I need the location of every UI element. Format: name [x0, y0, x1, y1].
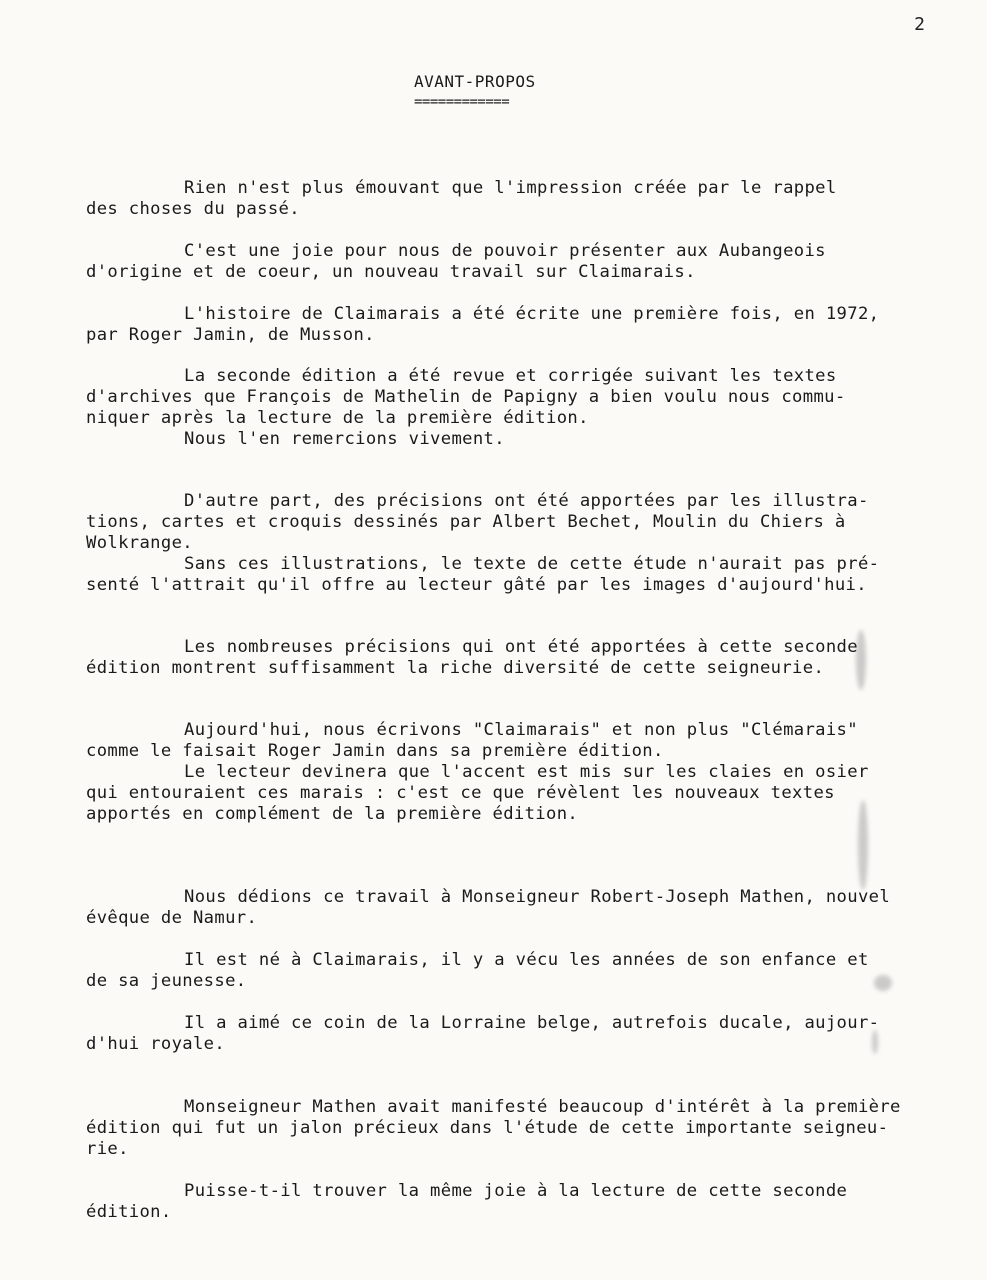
text-line: rie. — [86, 1139, 129, 1159]
text-line: apportés en complément de la première édition. — [86, 804, 579, 824]
text-line: des choses du passé. — [86, 199, 300, 219]
text-line: Nous dédions ce travail à Monseigneur Robert-Joseph Mathen, nouvel — [184, 887, 891, 907]
text-line: L'histoire de Claimarais a été écrite une première fois, en 1972, — [184, 304, 880, 324]
ink-smudge — [874, 975, 892, 991]
text-line: par Roger Jamin, de Musson. — [86, 325, 375, 345]
text-line: évêque de Namur. — [86, 908, 258, 928]
text-line: Rien n'est plus émouvant que l'impression créée par le rappel — [184, 178, 837, 198]
text-line: d'origine et de coeur, un nouveau travail sur Claimarais. — [86, 262, 696, 282]
ink-smudge — [856, 630, 866, 690]
text-line: Monseigneur Mathen avait manifesté beaucoup d'intérêt à la première — [184, 1097, 901, 1117]
text-line: La seconde édition a été revue et corrigée suivant les textes — [184, 366, 837, 386]
text-line: comme le faisait Roger Jamin dans sa première édition. — [86, 741, 664, 761]
page-number: 2 — [914, 14, 925, 35]
text-line: édition. — [86, 1202, 172, 1222]
text-line: édition montrent suffisamment la riche diversité de cette seigneurie. — [86, 658, 825, 678]
text-line: de sa jeunesse. — [86, 971, 247, 991]
text-line: Aujourd'hui, nous écrivons "Claimarais" et non plus "Clémarais" — [184, 720, 858, 740]
text-line: Nous l'en remercions vivement. — [184, 429, 505, 449]
ink-smudge — [872, 1030, 878, 1054]
text-line: Il est né à Claimarais, il y a vécu les années de son enfance et — [184, 950, 869, 970]
text-line: qui entouraient ces marais : c'est ce que révèlent les nouveaux textes — [86, 783, 835, 803]
text-line: édition qui fut un jalon précieux dans l'étude de cette importante seigneu- — [86, 1118, 889, 1138]
text-line: senté l'attrait qu'il offre au lecteur gâté par les images d'aujourd'hui. — [86, 575, 867, 595]
text-line: d'archives que François de Mathelin de Papigny a bien voulu nous commu- — [86, 387, 846, 407]
text-line: Le lecteur devinera que l'accent est mis sur les claies en osier — [184, 762, 869, 782]
text-line: D'autre part, des précisions ont été apportées par les illustra- — [184, 491, 869, 511]
text-line: d'hui royale. — [86, 1034, 226, 1054]
ink-smudge — [858, 800, 868, 890]
text-line: Puisse-t-il trouver la même joie à la lecture de cette seconde — [184, 1181, 848, 1201]
page-title: AVANT-PROPOS — [414, 72, 536, 91]
text-line: Wolkrange. — [86, 533, 193, 553]
text-line: tions, cartes et croquis dessinés par Albert Bechet, Moulin du Chiers à — [86, 512, 846, 532]
text-line: C'est une joie pour nous de pouvoir présenter aux Aubangeois — [184, 241, 826, 261]
text-line: Sans ces illustrations, le texte de cette étude n'aurait pas pré- — [184, 554, 880, 574]
title-underline: ============ — [414, 94, 510, 110]
text-line: Les nombreuses précisions qui ont été apportées à cette seconde — [184, 637, 858, 657]
text-line: Il a aimé ce coin de la Lorraine belge, autrefois ducale, aujour- — [184, 1013, 880, 1033]
text-line: niquer après la lecture de la première édition. — [86, 408, 589, 428]
